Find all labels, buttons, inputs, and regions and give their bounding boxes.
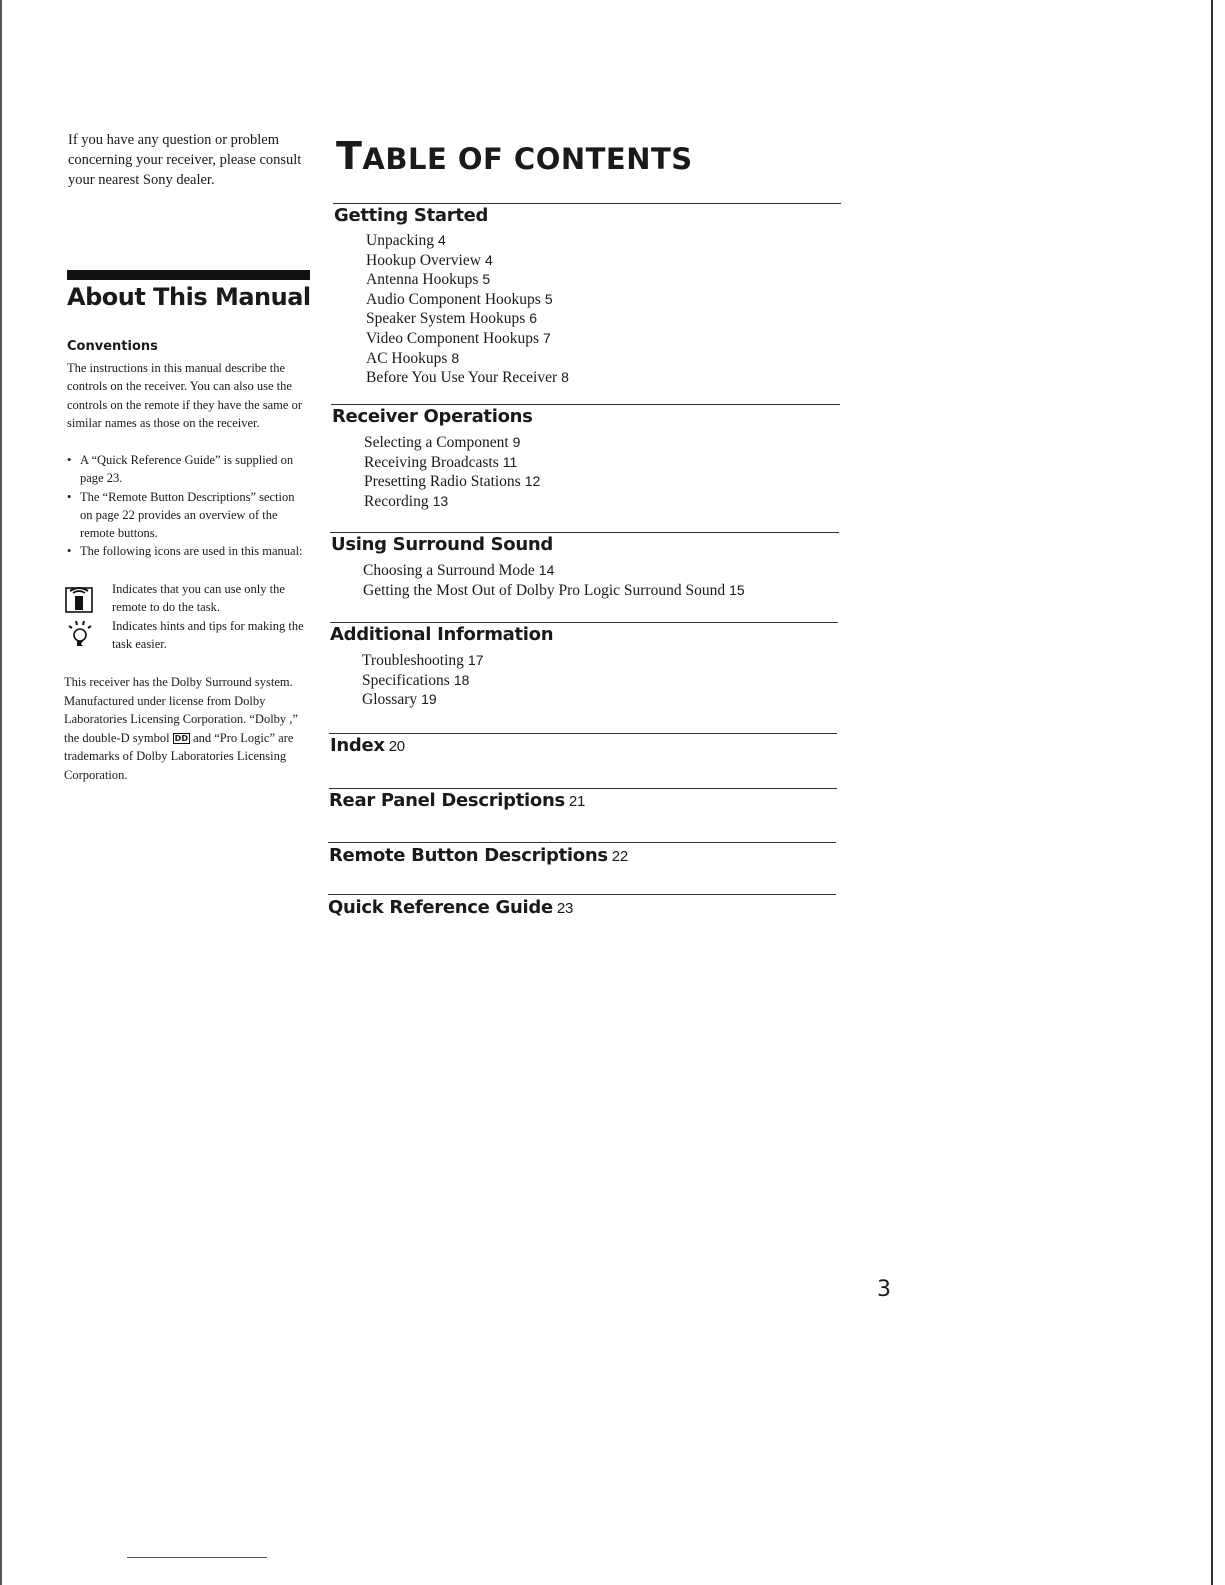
section-rule [328, 894, 836, 895]
toc-section-title[interactable]: Quick Reference Guide 23 [328, 897, 573, 918]
toc-section-title[interactable]: Using Surround Sound [331, 534, 553, 555]
toc-entry-list [364, 433, 540, 511]
page-edge-right [1211, 0, 1213, 1585]
section-rule [331, 404, 840, 405]
section-rule [329, 733, 837, 734]
toc-entry[interactable]: Unpacking 4 [366, 232, 446, 249]
toc-section-title[interactable]: Additional Information [330, 624, 554, 645]
toc-title: TABLE OF CONTENTS [336, 134, 693, 178]
conventions-body: The instructions in this manual describe the controls on the receiver. You can also use the controls on the remote if they have the same or similar names as those on the receiver. [67, 361, 302, 430]
toc-entry[interactable]: Hookup Overview 4 [366, 251, 493, 269]
bottom-underline [127, 1557, 267, 1558]
toc-entry[interactable]: Audio Component Hookups 5 [366, 290, 553, 308]
toc-entry[interactable]: Presetting Radio Stations 12 [364, 473, 541, 491]
section-bar [67, 270, 310, 280]
page-edge-left [0, 0, 2, 1585]
remote-icon [64, 582, 96, 614]
toc-section-title[interactable]: Receiver Operations [332, 406, 533, 427]
toc-entry[interactable]: Getting the Most Out of Dolby Pro Logic Surround Sound 15 [363, 581, 745, 599]
toc-entry[interactable]: Recording 13 [364, 492, 449, 510]
toc-section-title[interactable]: Rear Panel Descriptions 21 [329, 790, 586, 811]
toc-entry[interactable]: Glossary 19 [362, 691, 437, 709]
toc-entry[interactable]: AC Hookups 8 [366, 349, 460, 367]
list-item: • The following icons are used in this manual: [67, 542, 309, 560]
toc-entry-list [363, 561, 745, 600]
list-item: • The “Remote Button Descriptions” section on page 22 provides an overview of the remote buttons. [67, 488, 309, 543]
toc-entry-list [362, 651, 484, 710]
conventions-heading: Conventions [67, 339, 158, 354]
dolby-dd-symbol: DD [174, 733, 188, 743]
toc-section-title[interactable]: Getting Started [334, 205, 489, 226]
section-rule [329, 788, 837, 789]
toc-entry[interactable]: Speaker System Hookups 6 [366, 310, 538, 328]
toc-entry[interactable]: Video Component Hookups 7 [366, 329, 551, 347]
toc-entry[interactable]: Choosing a Surround Mode 14 [363, 562, 555, 579]
toc-entry-list [366, 231, 569, 388]
icon-legend-remote [64, 580, 309, 618]
intro-text: If you have any question or problem concerning your receiver, please consult your nearest Sony dealer. [68, 132, 302, 188]
list-item: • A “Quick Reference Guide” is supplied on page 23. [67, 451, 309, 488]
section-rule [328, 842, 836, 843]
toc-entry[interactable]: Troubleshooting 17 [362, 652, 484, 669]
toc-entry[interactable]: Selecting a Component 9 [364, 434, 521, 451]
dolby-trademark-text: Manufactured under license from Dolby Laboratories Licensing Corporation. “Dolby ,” the double-D symbol DD and “Pro Logic” are trademarks of Dolby Laboratories Licensing Corporation. [64, 693, 298, 782]
section-rule [333, 203, 841, 204]
dolby-notice [64, 673, 309, 784]
section-rule [330, 532, 839, 533]
toc-entry[interactable]: Before You Use Your Receiver 8 [366, 369, 569, 387]
conventions-list [67, 451, 309, 561]
lightbulb-icon [64, 619, 96, 651]
dolby-system-line: This receiver has the Dolby Surround system. [64, 675, 293, 689]
toc-section-title[interactable]: Remote Button Descriptions 22 [329, 845, 628, 866]
page-number: 3 [877, 1277, 891, 1302]
remote-icon-text: Indicates that you can use only the remote to do the task. [112, 582, 285, 615]
lightbulb-icon-text: Indicates hints and tips for making the task easier. [112, 619, 304, 652]
about-title: About This Manual [67, 283, 311, 311]
toc-entry[interactable]: Antenna Hookups 5 [366, 271, 491, 289]
toc-section-title[interactable]: Index 20 [330, 735, 405, 756]
toc-entry[interactable]: Specifications 18 [362, 671, 470, 689]
section-rule [330, 622, 838, 623]
toc-entry[interactable]: Receiving Broadcasts 11 [364, 453, 518, 471]
icon-legend-tip [64, 617, 309, 655]
